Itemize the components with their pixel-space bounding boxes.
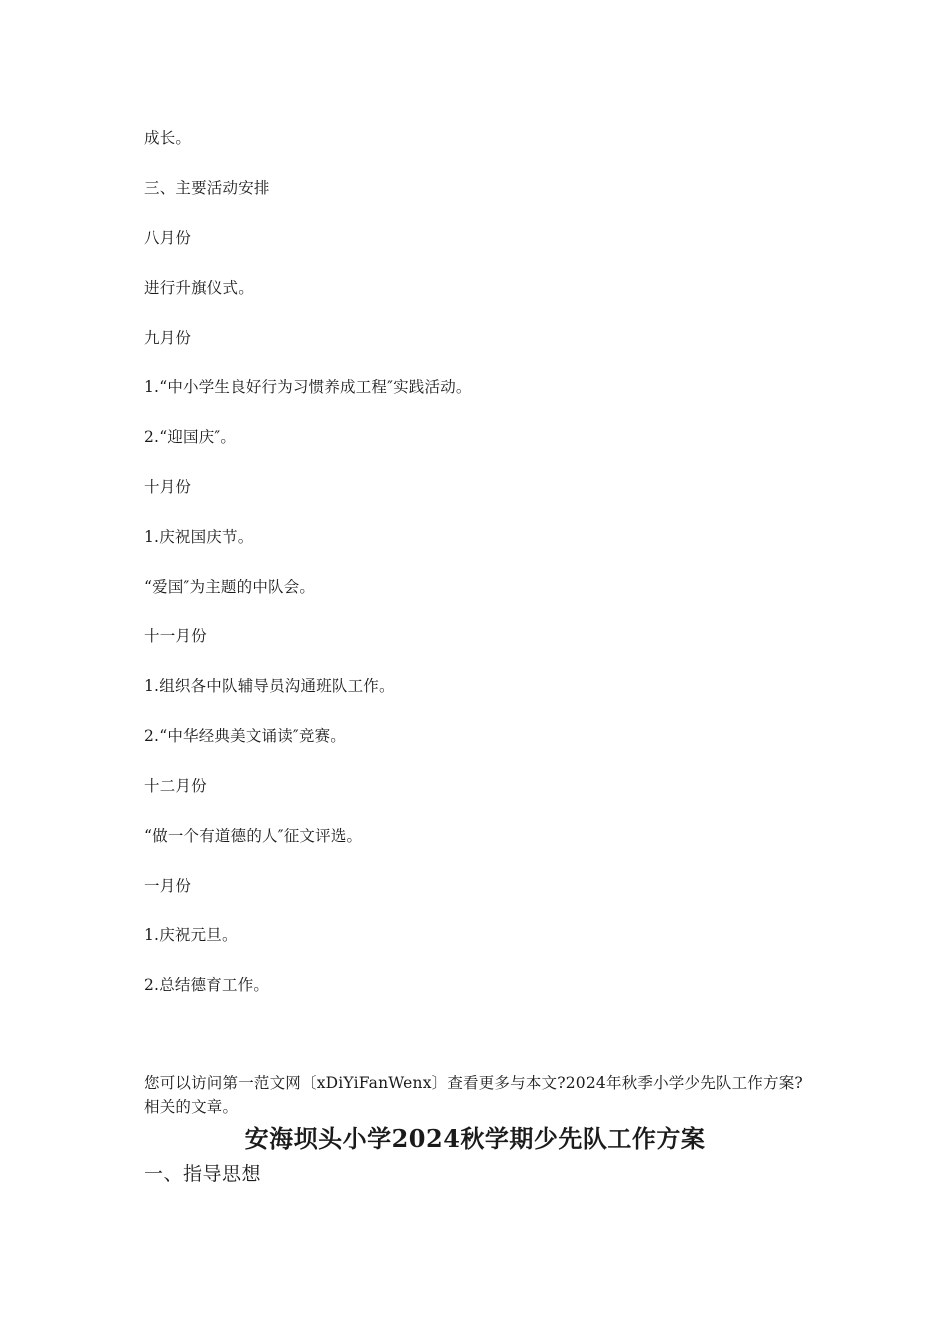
text-line: 2.“中华经典美文诵读″竞赛。 (144, 727, 347, 745)
month-heading: 十月份 (144, 478, 192, 496)
source-note: 您可以访问第一范文网〔xDiYiFanWenx〕查看更多与本文?2024年秋季小学少先队工作方案?相关的文章。 (144, 1074, 803, 1116)
text-line: 1.庆祝元旦。 (144, 926, 238, 944)
month-heading: 九月份 (144, 329, 192, 347)
month-heading: 一月份 (144, 877, 192, 895)
section-heading: 一、指导思想 (144, 1163, 262, 1185)
month-heading: 十二月份 (144, 777, 207, 795)
month-heading: 八月份 (144, 229, 192, 247)
text-line: 2.总结德育工作。 (144, 976, 270, 994)
text-line: “爱国″为主题的中队会。 (144, 578, 316, 596)
text-line: 成长。 (144, 129, 192, 147)
month-heading: 十一月份 (144, 627, 207, 645)
section-heading: 三、主要活动安排 (144, 179, 270, 197)
document-title: 安海坝头小学2024秋学期少先队工作方案 (244, 1124, 706, 1153)
text-line: 1.庆祝国庆节。 (144, 528, 254, 546)
text-line: “做一个有道德的人″征文评选。 (144, 827, 363, 845)
text-line: 1.组织各中队辅导员沟通班队工作。 (144, 677, 395, 695)
text-line: 1.“中小学生良好行为习惯养成工程″实践活动。 (144, 378, 472, 396)
text-line: 进行升旗仪式。 (144, 279, 254, 297)
text-line: 2.“迎国庆″。 (144, 428, 237, 446)
